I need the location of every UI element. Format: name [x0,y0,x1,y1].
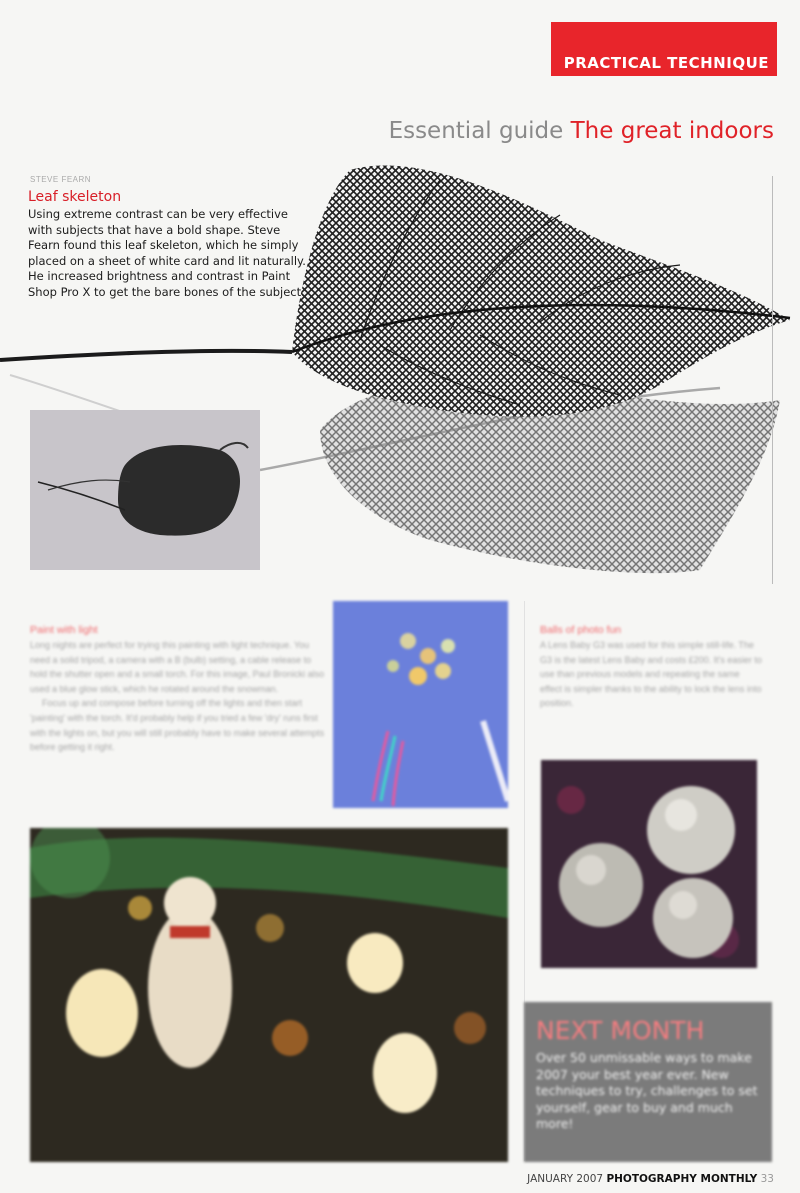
original-leaf-inset-photo [30,410,260,570]
next-month-box [524,1002,772,1162]
page-headline [389,118,774,144]
snowman-candles-photo [30,828,508,1162]
page-footer [527,1173,774,1185]
next-month-title: NEXT MONTH [536,1016,705,1045]
next-month-body: Over 50 unmissable ways to make 2007 your best year ever. New techniques to try, challenges to set yourself, gear to buy and much more! [536,1050,758,1131]
magazine-name: PHOTOGRAPHY MONTHLY [606,1173,758,1185]
headline-topic: The great indoors [570,118,774,144]
issue-date: JANUARY 2007 [527,1173,604,1185]
headline-guide: Essential guide [388,118,564,144]
photo-credit: STEVE FEARN [30,175,92,184]
torch-painting-photo [333,601,508,808]
balls-caption-title: Balls of photo fun [540,624,622,636]
section-tag-label: PRACTICAL TECHNIQUE [563,54,769,72]
paint-body-para-1: Long nights are perfect for trying this painting with light technique. You need a solid tripod, a camera with a B (bulb) setting, a cable release to hold the shutter open and a small torch. For this image, Paul Bronicki also used a blue glow stick, which he rotated around the snowman. [30,640,325,694]
leaf-caption-body: Using extreme contrast can be very effective with subjects that have a bold shape. Steve Fearn found this leaf skeleton, which he simply placed on a sheet of white card and lit naturally. He increased brightness and contrast in Paint Shop Pro X to get the bare bones of the subject. [28,207,306,299]
baubles-photo [541,760,757,968]
paint-caption-title: Paint with light [30,624,98,636]
section-tag [551,22,777,76]
balls-caption-body: A Lens Baby G3 was used for this simple still-life. The G3 is the latest Lens Baby and costs £200. It's easier to use than previous models and repeating the same effect is simpler thanks to the ability to lock the lens into position. [540,640,762,709]
column-rule [772,176,773,584]
page-number: 33 [760,1173,774,1185]
paint-body-para-2: Focus up and compose before turning off the lights and then start 'painting' with the torch. It'd probably help if you tried a few 'dry' runs first with the lights on, but you will still probably have to make several attempts before getting it right. [30,698,325,753]
paint-caption-body [30,638,326,755]
leaf-shape [292,165,790,416]
leaf-caption-title: Leaf skeleton [28,189,122,205]
leaf-stalk [0,351,292,360]
